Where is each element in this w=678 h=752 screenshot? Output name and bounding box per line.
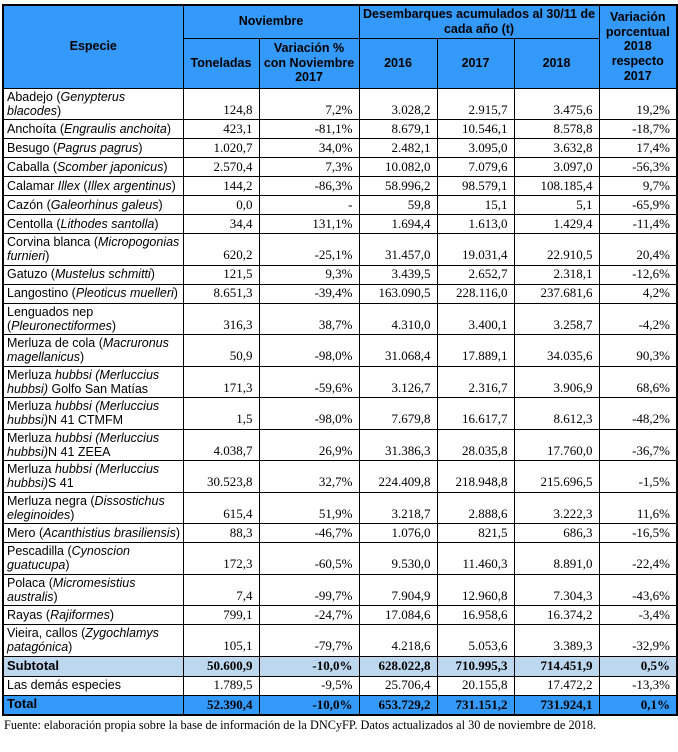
scientific-name: Illex argentinus	[87, 178, 172, 193]
value-cell: 8.679,1	[359, 120, 437, 139]
species-name	[3, 492, 183, 524]
table-row	[3, 676, 677, 695]
species-table-body	[3, 88, 677, 715]
value-cell: 0,1%	[599, 695, 677, 715]
common-name: Abadejo (	[7, 89, 61, 104]
value-cell: -98,0%	[259, 335, 359, 367]
common-name: Las demás especies	[7, 678, 121, 693]
table-header	[3, 5, 677, 88]
value-cell: -9,5%	[259, 676, 359, 695]
value-cell: 12.960,8	[437, 574, 514, 606]
table-row	[3, 120, 677, 139]
value-cell: -32,9%	[599, 625, 677, 657]
value-cell: 98.579,1	[437, 177, 514, 196]
value-cell: 1.789,5	[183, 676, 259, 695]
common-name: )	[150, 267, 155, 282]
value-cell: 799,1	[183, 606, 259, 625]
common-name: Subtotal	[7, 657, 59, 673]
common-name: )	[79, 350, 85, 365]
value-cell: -18,7%	[599, 120, 677, 139]
value-cell: -98,0%	[259, 398, 359, 430]
species-name	[3, 429, 183, 461]
species-name	[3, 676, 183, 695]
value-cell: 3.097,0	[514, 158, 599, 177]
header-toneladas: Toneladas	[183, 38, 259, 88]
scientific-name: Pleoticus muelleri	[75, 286, 174, 301]
species-name	[3, 366, 183, 398]
common-name: Merluza negra (	[7, 493, 95, 508]
value-cell: 2.482,1	[359, 139, 437, 158]
value-cell: 30.523,8	[183, 461, 259, 493]
value-cell: 3.095,0	[437, 139, 514, 158]
scientific-name: hubbsi (Merluccius hubbsi)	[7, 367, 160, 396]
value-cell: 2.318,1	[514, 265, 599, 284]
value-cell: 731.151,2	[437, 695, 514, 715]
value-cell: -	[259, 196, 359, 215]
value-cell: -79,7%	[259, 625, 359, 657]
species-name	[3, 177, 183, 196]
common-name: )	[158, 197, 163, 212]
value-cell: 9,7%	[599, 177, 677, 196]
value-cell: 16.617,7	[437, 398, 514, 430]
value-cell: -11,4%	[599, 215, 677, 234]
common-name: Calamar	[7, 178, 58, 193]
common-name: )	[109, 607, 114, 622]
value-cell: 58.996,2	[359, 177, 437, 196]
value-cell: 124,8	[183, 88, 259, 120]
common-name: Vieira, callos (	[7, 626, 86, 640]
value-cell: 17.084,6	[359, 606, 437, 625]
value-cell: -25,1%	[259, 234, 359, 266]
value-cell: -48,2%	[599, 398, 677, 430]
value-cell: 3.028,2	[359, 88, 437, 120]
value-cell: 3.218,7	[359, 492, 437, 524]
species-name	[3, 524, 183, 543]
value-cell: 9,3%	[259, 265, 359, 284]
value-cell: -10,0%	[259, 656, 359, 676]
value-cell: 8.891,0	[514, 543, 599, 575]
value-cell: 7,2%	[259, 88, 359, 120]
value-cell: 218.948,8	[437, 461, 514, 493]
value-cell: -16,5%	[599, 524, 677, 543]
value-cell: 25.706,4	[359, 676, 437, 695]
value-cell: 8.612,3	[514, 398, 599, 430]
common-name: Merluza	[7, 367, 55, 382]
value-cell: 17.760,0	[514, 429, 599, 461]
common-name: Merluza	[7, 462, 55, 476]
value-cell: 90,3%	[599, 335, 677, 367]
scientific-name: Mustelus schmitti	[54, 267, 151, 282]
species-name	[3, 215, 183, 234]
value-cell: 4.038,7	[183, 429, 259, 461]
value-cell: 5,1	[514, 196, 599, 215]
common-name: (	[79, 178, 88, 193]
common-name: Merluza de cola (	[7, 336, 103, 350]
common-name: N 41 ZEEA	[48, 444, 111, 459]
header-2018: 2018	[514, 38, 599, 88]
value-cell: 11.460,3	[437, 543, 514, 575]
value-cell: -13,3%	[599, 676, 677, 695]
species-name	[3, 606, 183, 625]
common-name: )	[53, 589, 58, 604]
species-name	[3, 139, 183, 158]
common-name: )	[45, 249, 50, 264]
value-cell: 16.374,2	[514, 606, 599, 625]
value-cell: 17,4%	[599, 139, 677, 158]
value-cell: 3.126,7	[359, 366, 437, 398]
common-name: )	[138, 140, 143, 155]
table-row	[3, 215, 677, 234]
value-cell: 8.578,8	[514, 120, 599, 139]
value-cell: 4.310,0	[359, 303, 437, 335]
value-cell: 3.400,1	[437, 303, 514, 335]
table-row	[3, 284, 677, 303]
value-cell: 3.222,3	[514, 492, 599, 524]
header-variacion-noviembre: Variación % con Noviembre 2017	[259, 38, 359, 88]
common-name: Cazón (	[7, 197, 51, 212]
common-name: Polaca (	[7, 575, 53, 590]
value-cell: 0,0	[183, 196, 259, 215]
value-cell: -86,3%	[259, 177, 359, 196]
value-cell: 7.904,9	[359, 574, 437, 606]
value-cell: 1.076,0	[359, 524, 437, 543]
species-name	[3, 656, 183, 676]
scientific-name: Acanthistius brasiliensis	[43, 525, 176, 540]
value-cell: -1,5%	[599, 461, 677, 493]
species-name	[3, 574, 183, 606]
value-cell: 2.888,6	[437, 492, 514, 524]
species-name	[3, 234, 183, 266]
table-row	[3, 543, 677, 575]
table-row	[3, 398, 677, 430]
value-cell: 50.600,9	[183, 656, 259, 676]
value-cell: 2.570,4	[183, 158, 259, 177]
value-cell: 3.906,9	[514, 366, 599, 398]
value-cell: 19.031,4	[437, 234, 514, 266]
value-cell: 628.022,8	[359, 656, 437, 676]
value-cell: 131,1%	[259, 215, 359, 234]
value-cell: -43,6%	[599, 574, 677, 606]
value-cell: 31.068,4	[359, 335, 437, 367]
value-cell: 121,5	[183, 265, 259, 284]
common-name: Lenguados nep (	[7, 304, 94, 333]
species-name	[3, 158, 183, 177]
common-name: Merluza	[7, 430, 55, 445]
value-cell: 2.915,7	[437, 88, 514, 120]
common-name: )	[171, 178, 176, 193]
table-row	[3, 265, 677, 284]
scientific-name: Zygochlamys patagónica	[7, 626, 159, 655]
scientific-name: Rajiformes	[50, 607, 110, 622]
source-note: Fuente: elaboración propia sobre la base de información de la DNCyFP. Datos actualizados al 30 de noviembre de 2018.	[4, 718, 597, 732]
common-name: Anchoíta (	[7, 121, 64, 136]
value-cell: 51,9%	[259, 492, 359, 524]
value-cell: 7.304,3	[514, 574, 599, 606]
value-cell: 224.409,8	[359, 461, 437, 493]
value-cell: -99,7%	[259, 574, 359, 606]
value-cell: 19,2%	[599, 88, 677, 120]
value-cell: 59,8	[359, 196, 437, 215]
value-cell: 686,3	[514, 524, 599, 543]
value-cell: 7.079,6	[437, 158, 514, 177]
value-cell: -39,4%	[259, 284, 359, 303]
value-cell: 1.694,4	[359, 215, 437, 234]
header-variacion-anual: Variación porcentual 2018 respecto 2017	[599, 5, 677, 88]
value-cell: 10.546,1	[437, 120, 514, 139]
scientific-name: Engraulis anchoita	[63, 121, 167, 136]
value-cell: 38,7%	[259, 303, 359, 335]
scientific-name: Pleuronectiformes	[11, 318, 112, 333]
value-cell: 10.082,0	[359, 158, 437, 177]
value-cell: -81,1%	[259, 120, 359, 139]
value-cell: 50,9	[183, 335, 259, 367]
value-cell: 16.958,6	[437, 606, 514, 625]
common-name: )	[163, 159, 168, 174]
species-name	[3, 625, 183, 657]
value-cell: -10,0%	[259, 695, 359, 715]
value-cell: 7,3%	[259, 158, 359, 177]
value-cell: 1,5	[183, 398, 259, 430]
scientific-name: hubbsi (Merluccius hubbsi)	[7, 462, 160, 491]
value-cell: 28.035,8	[437, 429, 514, 461]
value-cell: 3.389,3	[514, 625, 599, 657]
common-name: Langostino (	[7, 286, 76, 301]
scientific-name: Illex	[57, 178, 80, 193]
table-row	[3, 606, 677, 625]
value-cell: 3.632,8	[514, 139, 599, 158]
table-row	[3, 303, 677, 335]
value-cell: 31.457,0	[359, 234, 437, 266]
value-cell: 32,7%	[259, 461, 359, 493]
value-cell: 144,2	[183, 177, 259, 196]
scientific-name: Micropogonias furnieri	[7, 235, 180, 264]
value-cell: 710.995,3	[437, 656, 514, 676]
value-cell: 4,2%	[599, 284, 677, 303]
common-name: Besugo (	[7, 140, 58, 155]
value-cell: 11,6%	[599, 492, 677, 524]
value-cell: 52.390,4	[183, 695, 259, 715]
table-row	[3, 196, 677, 215]
species-name	[3, 284, 183, 303]
value-cell: 105,1	[183, 625, 259, 657]
value-cell: 26,9%	[259, 429, 359, 461]
value-cell: 3.258,7	[514, 303, 599, 335]
header-especie: Especie	[3, 5, 183, 88]
scientific-name: Dissostichus eleginoides	[7, 493, 165, 522]
value-cell: 1.613,0	[437, 215, 514, 234]
table-row	[3, 625, 677, 657]
value-cell: -22,4%	[599, 543, 677, 575]
species-name	[3, 695, 183, 715]
table-row	[3, 429, 677, 461]
value-cell: 68,6%	[599, 366, 677, 398]
value-cell: 9.530,0	[359, 543, 437, 575]
value-cell: 22.910,5	[514, 234, 599, 266]
common-name: Mero (	[7, 525, 44, 540]
header-noviembre-group: Noviembre	[183, 5, 359, 38]
table-row	[3, 158, 677, 177]
value-cell: 1.429,4	[514, 215, 599, 234]
value-cell: 237.681,6	[514, 284, 599, 303]
common-name: )	[70, 507, 75, 522]
value-cell: 20.155,8	[437, 676, 514, 695]
scientific-name: Pagrus pagrus	[57, 140, 139, 155]
table-row	[3, 695, 677, 715]
table-row	[3, 656, 677, 676]
scientific-name: Micromesistius australis	[7, 575, 136, 604]
value-cell: 215.696,5	[514, 461, 599, 493]
common-name: Rayas (	[7, 607, 51, 622]
species-name	[3, 303, 183, 335]
common-name: N 41 CTMFM	[48, 413, 123, 428]
table-row	[3, 88, 677, 120]
value-cell: 2.316,7	[437, 366, 514, 398]
common-name: Corvina blanca (	[7, 235, 99, 249]
common-name: S 41	[48, 476, 74, 491]
scientific-name: Cynoscion guatucupa	[7, 544, 130, 573]
value-cell: -60,5%	[259, 543, 359, 575]
value-cell: 0,5%	[599, 656, 677, 676]
value-cell: 31.386,3	[359, 429, 437, 461]
value-cell: -46,7%	[259, 524, 359, 543]
scientific-name: Galeorhinus galeus	[50, 197, 159, 212]
value-cell: -4,2%	[599, 303, 677, 335]
value-cell: 731.924,1	[514, 695, 599, 715]
value-cell: 108.185,4	[514, 177, 599, 196]
common-name: Total	[7, 696, 38, 712]
common-name: Merluza	[7, 399, 55, 413]
table-row	[3, 366, 677, 398]
table-row	[3, 492, 677, 524]
value-cell: 3.475,6	[514, 88, 599, 120]
value-cell: 7,4	[183, 574, 259, 606]
value-cell: 17.889,1	[437, 335, 514, 367]
value-cell: 653.729,2	[359, 695, 437, 715]
value-cell: -56,3%	[599, 158, 677, 177]
header-row-groups	[3, 5, 677, 38]
header-desembarques-group: Desembarques acumulados al 30/11 de cada año (t)	[359, 5, 599, 38]
value-cell: 615,4	[183, 492, 259, 524]
common-name: Pescadilla (	[7, 544, 72, 558]
common-name: )	[154, 216, 159, 231]
value-cell: 228.116,0	[437, 284, 514, 303]
value-cell: -59,6%	[259, 366, 359, 398]
value-cell: -65,9%	[599, 196, 677, 215]
value-cell: 4.218,6	[359, 625, 437, 657]
species-landings-table	[2, 4, 678, 716]
scientific-name: Genypterus blacodes	[7, 89, 126, 118]
value-cell: 8.651,3	[183, 284, 259, 303]
species-name	[3, 461, 183, 493]
value-cell: 172,3	[183, 543, 259, 575]
table-row	[3, 574, 677, 606]
value-cell: 20,4%	[599, 234, 677, 266]
table-row	[3, 524, 677, 543]
common-name: )	[175, 525, 180, 540]
value-cell: 5.053,6	[437, 625, 514, 657]
value-cell: 163.090,5	[359, 284, 437, 303]
species-name	[3, 543, 183, 575]
value-cell: 2.652,7	[437, 265, 514, 284]
species-name	[3, 120, 183, 139]
table-row	[3, 139, 677, 158]
species-name	[3, 398, 183, 430]
value-cell: 34,4	[183, 215, 259, 234]
value-cell: -36,7%	[599, 429, 677, 461]
common-name: )	[65, 558, 70, 573]
header-2017: 2017	[437, 38, 514, 88]
table-row	[3, 177, 677, 196]
value-cell: 15,1	[437, 196, 514, 215]
value-cell: 34,0%	[259, 139, 359, 158]
species-name	[3, 265, 183, 284]
common-name: )	[68, 640, 73, 655]
common-name: Caballa (	[7, 159, 58, 174]
value-cell: 620,2	[183, 234, 259, 266]
value-cell: -3,4%	[599, 606, 677, 625]
species-name	[3, 335, 183, 367]
header-2016: 2016	[359, 38, 437, 88]
common-name: Gatuzo (	[7, 267, 55, 282]
species-name	[3, 88, 183, 120]
value-cell: 714.451,9	[514, 656, 599, 676]
common-name: )	[173, 286, 178, 301]
value-cell: 171,3	[183, 366, 259, 398]
common-name: )	[166, 121, 172, 136]
scientific-name: hubbsi (Merluccius hubbsi)	[7, 430, 160, 459]
scientific-name: Lithodes santolla	[60, 216, 155, 231]
value-cell: -24,7%	[259, 606, 359, 625]
value-cell: 423,1	[183, 120, 259, 139]
value-cell: 3.439,5	[359, 265, 437, 284]
value-cell: 88,3	[183, 524, 259, 543]
value-cell: 1.020,7	[183, 139, 259, 158]
value-cell: -12,6%	[599, 265, 677, 284]
common-name: Golfo San Matías	[48, 381, 149, 396]
value-cell: 34.035,6	[514, 335, 599, 367]
value-cell: 17.472,2	[514, 676, 599, 695]
species-name	[3, 196, 183, 215]
scientific-name: Scomber japonicus	[57, 159, 164, 174]
common-name: )	[111, 318, 117, 333]
table-row	[3, 234, 677, 266]
scientific-name: hubbsi (Merluccius hubbsi)	[7, 399, 160, 428]
table-row	[3, 461, 677, 493]
common-name: )	[57, 103, 62, 118]
value-cell: 821,5	[437, 524, 514, 543]
value-cell: 7.679,8	[359, 398, 437, 430]
table-row	[3, 335, 677, 367]
common-name: Centolla (	[7, 216, 61, 231]
scientific-name: Macruronus magellanicus	[7, 336, 169, 365]
value-cell: 316,3	[183, 303, 259, 335]
